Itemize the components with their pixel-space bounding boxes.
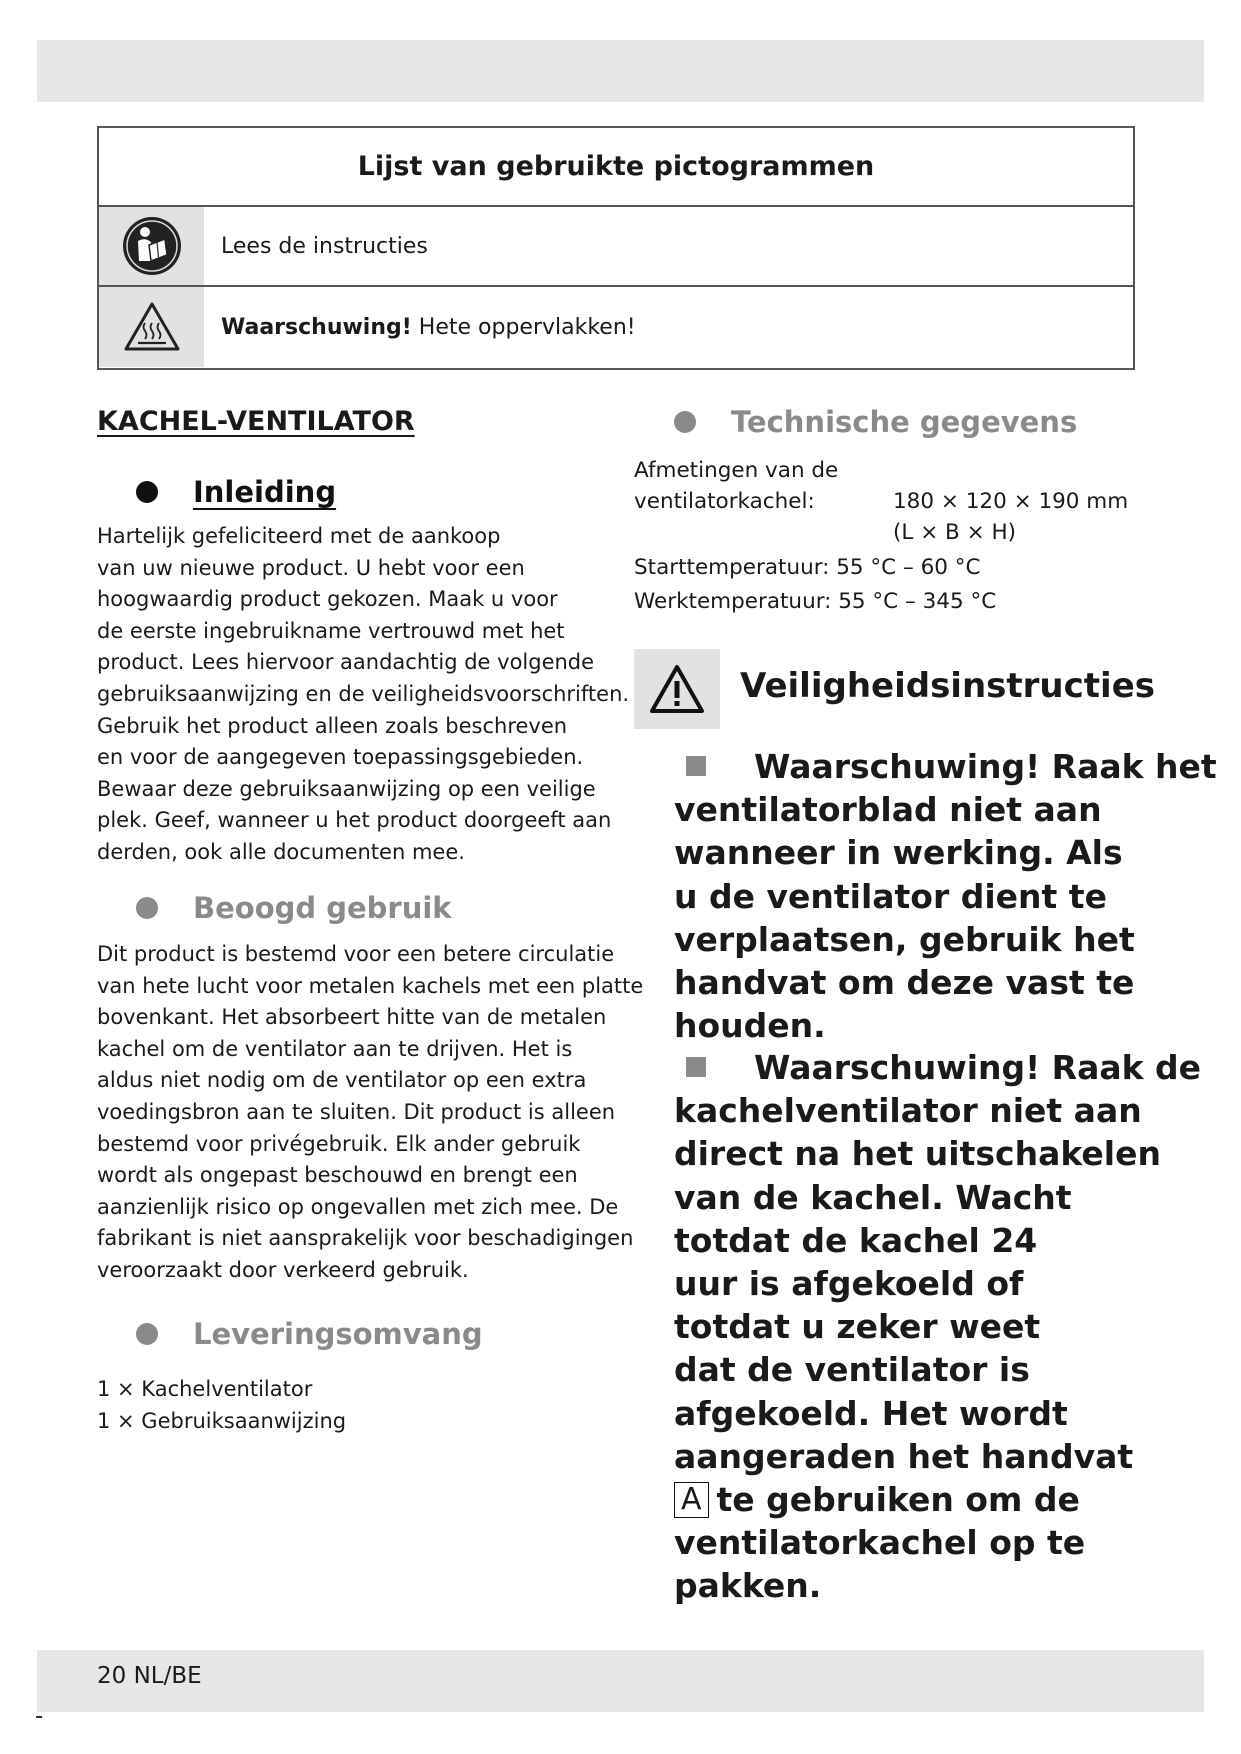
warning-2: Waarschuwing! Raak de kachelventilator niet aan direct na het uitschakelen van de kachel. Wacht totdat de kachel 24 uur is afgekoeld of totdat u zeker weet dat de ventilator is afgekoeld. Het wordt aangeraden het handvat A te gebruiken om de ventilatorkachel op te pakken. xyxy=(674,1048,1202,1606)
bullet-icon xyxy=(136,481,158,503)
tech-dim-value: 180 × 120 × 190 mm xyxy=(893,489,1129,514)
tech-dim-label-1: Afmetingen van de xyxy=(634,458,839,483)
section-beoogd-heading: Beoogd gebruik xyxy=(136,891,452,925)
bullet-icon xyxy=(136,1323,158,1345)
square-bullet-icon xyxy=(686,1057,706,1077)
warning-triangle-icon xyxy=(634,649,720,729)
section-inleiding-heading: Inleiding xyxy=(136,475,336,509)
pictogram-row-read xyxy=(99,207,1133,287)
pictogram-read-label: Lees de instructies xyxy=(221,233,428,259)
pictogram-hot-surface-label: Hete oppervlakken! xyxy=(418,314,636,340)
tech-dim-label-2: ventilatorkachel: xyxy=(634,489,815,514)
list-item: 1 × Gebruiksaanwijzing xyxy=(97,1408,347,1433)
pictogram-table xyxy=(97,126,1135,370)
page-number: 20 NL/BE xyxy=(97,1663,202,1689)
pictogram-warning-bold: Waarschuwing! xyxy=(221,314,412,340)
tech-dim-unit: (L × B × H) xyxy=(893,520,1017,545)
main-heading: KACHEL-VENTILATOR xyxy=(97,406,415,437)
warning-1: Waarschuwing! Raak het ventilatorblad niet aan wanneer in werking. Als u de ventilator dient te verplaatsen, gebruik het handvat om deze vast te houden. xyxy=(674,747,1217,1046)
levering-list xyxy=(97,1374,617,1437)
bullet-icon xyxy=(674,411,696,433)
inleiding-paragraph: Hartelijk gefeliciteerd met de aankoop van uw nieuwe product. U hebt voor een hoogwaardig product gekozen. Maak u voor de eerste ingebruikname vertrouwd met het product. Lees hiervoor aandachtig de volgende gebruiksaanwijzing en de veiligheidsvoorschriften. Gebruik het product alleen zoals beschreven en voor de aangegeven toepassingsgebieden. Bewaar deze gebruiksaanwijzing op een veilige plek. Geef, wanneer u het product doorgeeft aan derden, ook alle documenten mee. xyxy=(97,524,630,864)
read-instructions-icon xyxy=(121,215,183,277)
header-band xyxy=(37,40,1204,102)
hot-surface-warning-icon xyxy=(123,301,181,353)
beoogd-paragraph: Dit product is bestemd voor een betere circulatie van hete lucht voor metalen kachels met een platte bovenkant. Het absorbeert hitte van de metalen kachel om de ventilator aan te drijven. Het is aldus niet nodig om de ventilator op een extra voedingsbron aan te sluiten. Dit product is alleen bestemd voor privégebruik. Elk ander gebruik wordt als ongepast beschouwd en brengt een aanzienlijk risico op ongevallen met zich mee. De fabrikant is niet aansprakelijk voor beschadigingen veroorzaakt door verkeerd gebruik. xyxy=(97,942,644,1282)
square-bullet-icon xyxy=(686,756,706,776)
section-tech-heading: Technische gegevens xyxy=(674,405,1077,439)
section-levering-heading: Leveringsomvang xyxy=(136,1317,483,1351)
tech-start-temp: Starttemperatuur: 55 °C – 60 °C xyxy=(634,555,981,580)
pictogram-table-title: Lijst van gebruikte pictogrammen xyxy=(99,128,1133,207)
tech-work-temp: Werktemperatuur: 55 °C – 345 °C xyxy=(634,589,997,614)
bullet-icon xyxy=(136,897,158,919)
page-edge-mark xyxy=(36,1716,42,1718)
part-label-a: A xyxy=(674,1482,709,1518)
safety-heading: Veiligheidsinstructies xyxy=(740,666,1155,706)
list-item: 1 × Kachelventilator xyxy=(97,1377,313,1401)
footer-band xyxy=(37,1650,1204,1712)
pictogram-row-hot-surface xyxy=(99,287,1133,367)
